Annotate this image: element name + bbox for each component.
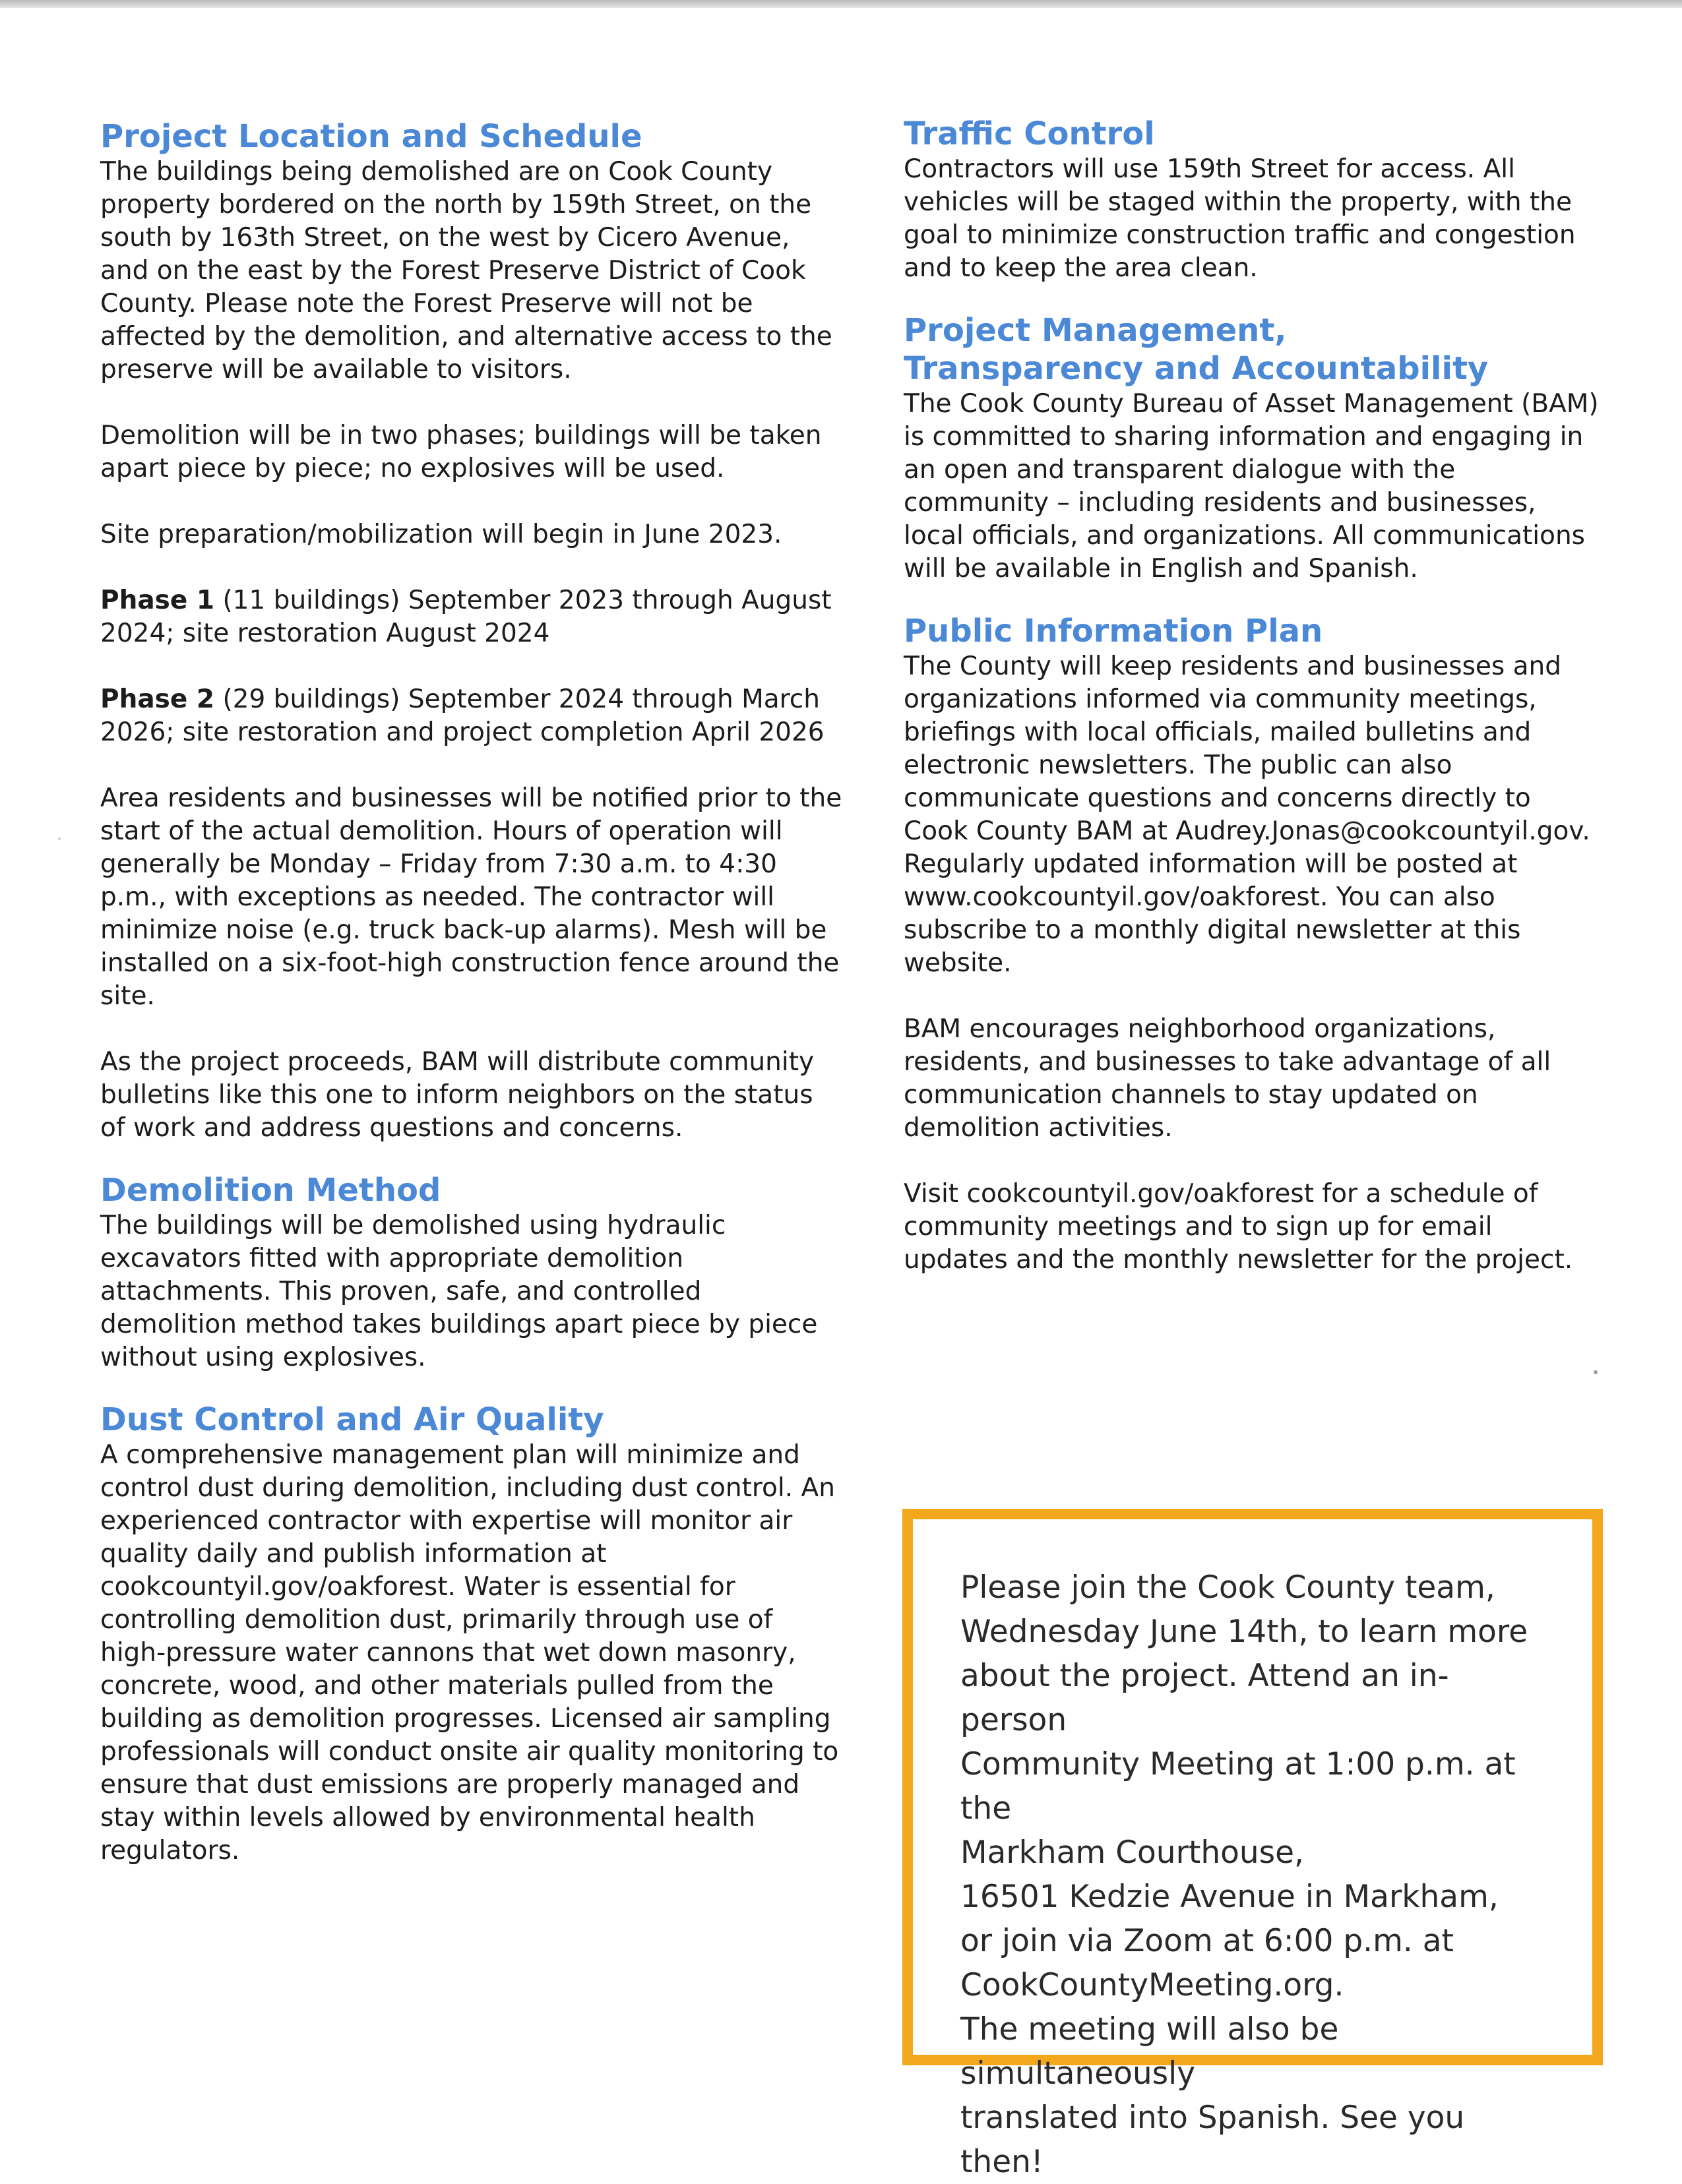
callout-line-6: 16501 Kedzie Avenue in Markham,: [960, 1879, 1499, 1915]
dust-control-heading: Dust Control and Air Quality: [100, 1401, 604, 1438]
project-location-section: [100, 117, 844, 1145]
traffic-control-paragraph: Contractors will use 159th Street for access. All vehicles will be staged within the property, with the goal to minimize construction traffic and congestion and to keep the area clean.: [904, 154, 1576, 283]
right-column: [904, 115, 1603, 1310]
demolition-method-heading: Demolition Method: [100, 1172, 441, 1209]
project-management-section: [904, 311, 1603, 586]
public-information-paragraph-2: BAM encourages neighborhood organizations, residents, and businesses to take advantage of all communication channels to stay updated on demolition activities.: [904, 1014, 1551, 1143]
project-management-heading-line-1: Project Management,: [904, 312, 1287, 349]
left-column: [100, 117, 844, 1900]
callout-line-9: The meeting will also be simultaneously: [960, 2011, 1339, 2092]
demolition-method-section: [100, 1171, 844, 1374]
phase-1-label: Phase 1: [100, 586, 215, 615]
callout-line-4: Community Meeting at 1:00 p.m. at the: [960, 1746, 1516, 1827]
callout-line-10: translated into Spanish. See you then!: [960, 2100, 1465, 2180]
demolition-method-paragraph: The buildings will be demolished using hydraulic excavators fitted with appropriate demolition attachments. This proven, safe, and controlled demolition method takes buildings apart piece by piece without using explosives.: [100, 1211, 818, 1372]
public-information-paragraph-1: The County will keep residents and businesses and organizations informed via community meetings, briefings with local officials, mailed bulletins and electronic newsletters. The public can also communicate questions and concerns directly to Cook County BAM at Audrey.Jonas@cookcountyil.gov. Regularly updated information will be posted at www.cookcountyil.gov/oakforest. You can also subscribe to a monthly digital newsletter at this website.: [904, 652, 1590, 978]
callout-line-1: Please join the Cook County team,: [960, 1569, 1495, 1606]
project-location-paragraph-3: Site preparation/mobilization will begin in June 2023.: [100, 520, 782, 549]
dust-control-section: [100, 1401, 844, 1867]
public-information-paragraph-3: Visit cookcountyil.gov/oakforest for a schedule of community meetings and to sign up for email updates and the monthly newsletter for the project.: [904, 1179, 1573, 1275]
project-management-paragraph: The Cook County Bureau of Asset Management (BAM) is committed to sharing information and engaging in an open and transparent dialogue with the community – including residents and businesses, local officials, and organizations. All communications will be available in English and Spanish.: [904, 389, 1599, 584]
callout-line-3: about the project. Attend an in-person: [960, 1658, 1449, 1738]
community-meeting-callout: [902, 1509, 1603, 2180]
traffic-control-section: [904, 115, 1603, 285]
project-location-heading: Project Location and Schedule: [100, 118, 642, 155]
scan-top-edge: [0, 0, 1682, 8]
scan-speck: [58, 837, 61, 840]
phase-2-paragraph: [100, 683, 844, 749]
public-information-section: [904, 612, 1603, 1277]
project-management-heading-line-2: Transparency and Accountability: [904, 350, 1489, 387]
callout-line-2: Wednesday June 14th, to learn more: [960, 1614, 1528, 1650]
project-location-paragraph-1: The buildings being demolished are on Cook County property bordered on the north by 159th Street, on the south by 163th Street, on the west by Cicero Avenue, and on the east by the Forest Preserve District of Cook County. Please note the Forest Preserve will not be affected by the demolition, and alternative access to the preserve will be available to visitors.: [100, 157, 832, 384]
callout-line-8: CookCountyMeeting.org.: [960, 1967, 1344, 2003]
scan-speck: [1594, 1370, 1598, 1374]
dust-control-paragraph: A comprehensive management plan will minimize and control dust during demolition, including dust control. An experienced contractor with expertise will monitor air quality daily and publish information at cookcountyil.gov/oakforest. Water is essential for controlling demolition dust, primarily through use of high-pressure water cannons that wet down masonry, concrete, wood, and other materials pulled from the building as demolition progresses. Licensed air sampling professionals will conduct onsite air quality monitoring to ensure that dust emissions are properly managed and stay within levels allowed by environmental health regulators.: [100, 1440, 839, 1866]
phase-1-paragraph: [100, 584, 844, 650]
project-location-paragraph-5: As the project proceeds, BAM will distribute community bulletins like this one to inform neighbors on the status of work and address questions and concerns.: [100, 1047, 815, 1143]
phase-2-label: Phase 2: [100, 684, 215, 714]
public-information-heading: Public Information Plan: [904, 613, 1323, 650]
phase-2-text: (29 buildings) September 2024 through March 2026; site restoration and project completion April 2026: [100, 684, 825, 747]
callout-line-7: or join via Zoom at 6:00 p.m. at: [960, 1923, 1454, 1959]
phase-1-text: (11 buildings) September 2023 through August 2024; site restoration August 2024: [100, 586, 832, 648]
traffic-control-heading: Traffic Control: [904, 115, 1155, 152]
project-location-paragraph-2: Demolition will be in two phases; buildings will be taken apart piece by piece; no explosives will be used.: [100, 421, 822, 483]
project-management-heading: [904, 311, 1603, 388]
callout-text: [960, 1565, 1553, 2184]
callout-line-5: Markham Courthouse,: [960, 1835, 1304, 1871]
project-location-paragraph-4: Area residents and businesses will be notified prior to the start of the actual demolition. Hours of operation will generally be Monday – Friday from 7:30 a.m. to 4:30 p.m., with exceptions as needed. The contractor will minimize noise (e.g. truck back-up alarms). Mesh will be installed on a six-foot-high construction fence around the site.: [100, 783, 842, 1011]
